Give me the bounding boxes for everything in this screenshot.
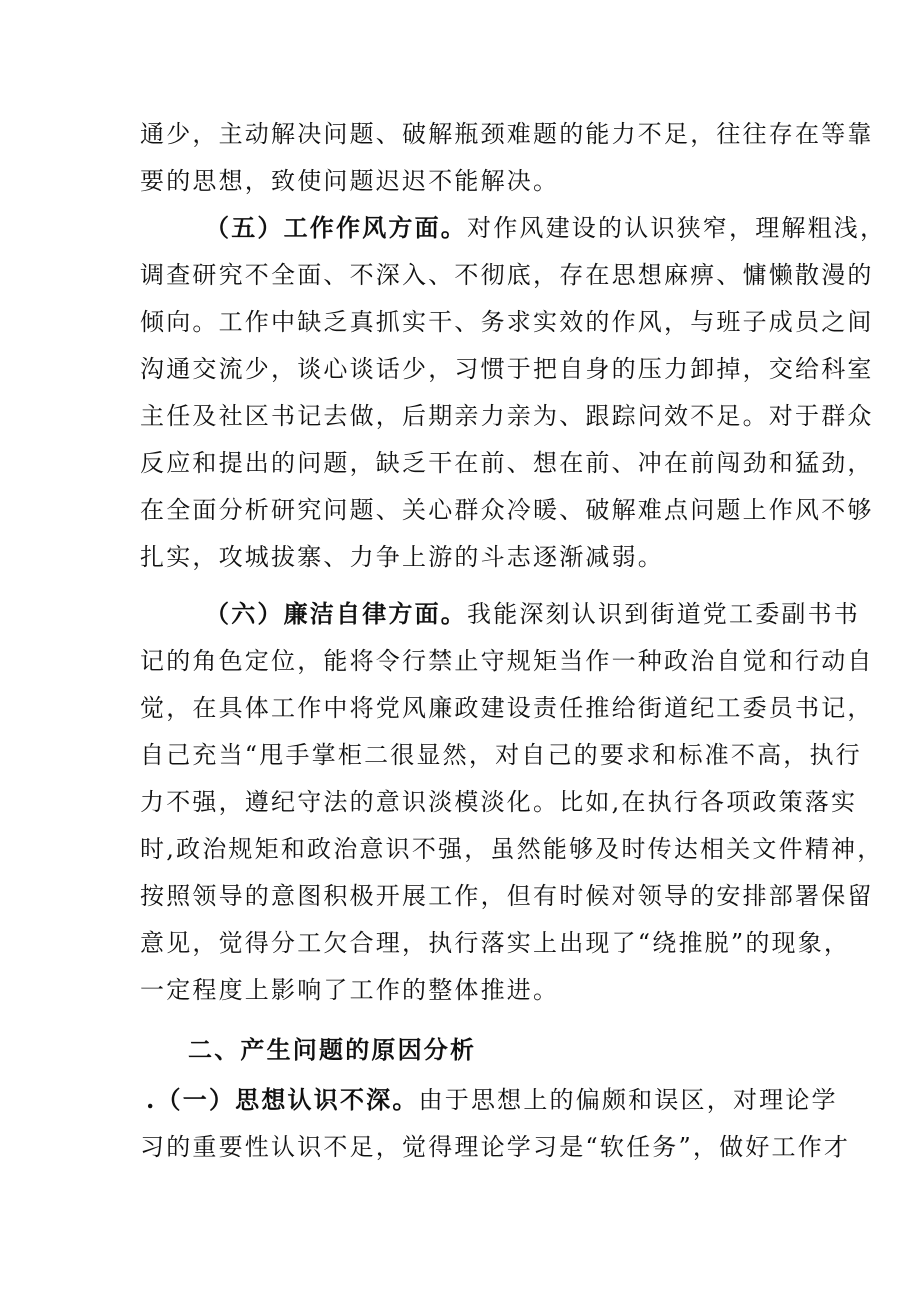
body-line: 力不强，遵纪守法的意识淡模淡化。比如,在执行各项政策落实 [140, 788, 858, 816]
body-line: 自己充当“甩手掌柜二很显然，对自己的要求和标准不高，执行 [140, 741, 862, 769]
section-6-heading: （六）廉洁自律方面。 [205, 599, 467, 628]
section-heading-causes: 二、产生问题的原因分析 [188, 1035, 477, 1064]
section-6-heading-line [205, 599, 860, 629]
body-line: 要的思想，致使问题迟迟不能解决。 [140, 167, 560, 195]
body-line: 按照领导的意图积极开展工作，但有时候对领导的安排部署保留 [140, 882, 874, 910]
body-line: 沟通交流少，谈心谈话少，习惯于把自身的压力卸掉，交给科室 [140, 355, 874, 383]
body-text: 我能深刻认识到街道党工委副书书 [467, 600, 860, 628]
body-line: 一定程度上影响了工作的整体推进。 [140, 976, 560, 1004]
body-line: 觉，在具体工作中将党风廉政建设责任推给街道纪工委员书记， [140, 694, 874, 722]
body-line: 记的角色定位，能将令行禁止守规矩当作一种政治自觉和行动自 [140, 647, 874, 675]
section-5-heading-line [205, 213, 887, 243]
body-line: 通少，主动解决问题、破解瓶颈难题的能力不足，往往存在等靠 [140, 120, 874, 148]
subsection-1-heading: .（一）思想认识不深。 [146, 1085, 419, 1114]
body-line: 扎实，攻城拔寨、力争上游的斗志逐渐减弱。 [140, 543, 664, 571]
section-5-heading: （五）工作作风方面。 [205, 213, 467, 242]
body-line: 意见，觉得分工欠合理，执行落实上出现了“绕推脱”的现象， [140, 929, 851, 957]
subsection-1-heading-line [146, 1085, 838, 1115]
body-line: 调查研究不全面、不深入、不彻底，存在思想麻痹、慵懒散漫的 [140, 261, 874, 289]
body-line: 主任及社区书记去做，后期亲力亲为、跟踪问效不足。对于群众 [140, 402, 874, 430]
body-text: 对作风建设的认识狭窄，理解粗浅， [467, 214, 887, 242]
body-text: 由于思想上的偏颇和误区，对理论学 [418, 1086, 838, 1114]
body-line: 在全面分析研究问题、关心群众冷暖、破解难点问题上作风不够 [140, 496, 874, 524]
body-line: 反应和提出的问题，缺乏干在前、想在前、冲在前闯劲和猛劲， [140, 449, 874, 477]
body-line: 时,政治规矩和政治意识不强，虽然能够及时传达相关文件精神， [140, 835, 884, 863]
body-line: 习的重要性认识不足，觉得理论学习是“软任务”，做好工作才 [140, 1133, 851, 1161]
body-line: 倾向。工作中缺乏真抓实干、务求实效的作风，与班子成员之间 [140, 308, 874, 336]
